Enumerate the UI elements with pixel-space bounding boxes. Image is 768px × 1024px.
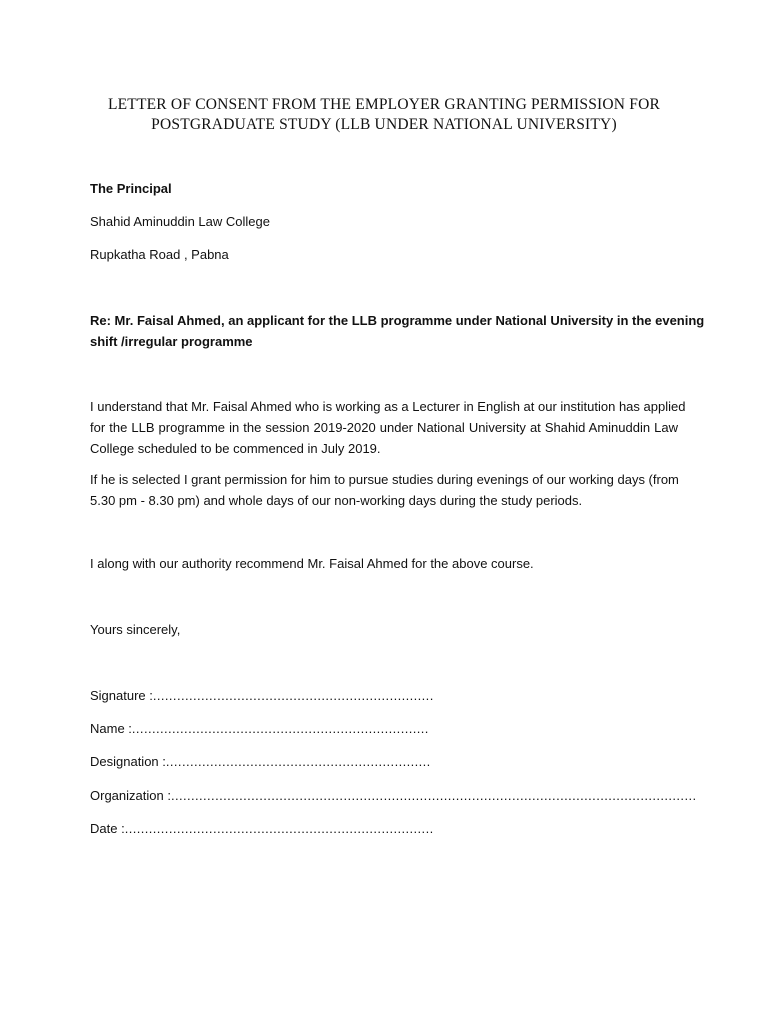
date-label: Date : <box>90 821 125 836</box>
date-blank: ............................................................................. <box>124 821 434 836</box>
paragraph-1-line-3: College scheduled to be commenced in July 2019. <box>90 441 381 456</box>
subject-line <box>90 310 705 352</box>
organization-label: Organization : <box>90 788 171 803</box>
recipient-title: The Principal <box>90 181 172 196</box>
subject-line-1: Re: Mr. Faisal Ahmed, an applicant for the LLB programme under National University in the evening <box>90 313 705 328</box>
recipient-address: Rupkatha Road , Pabna <box>90 247 229 262</box>
paragraph-2-line-2: 5.30 pm - 8.30 pm) and whole days of our non-working days during the study periods. <box>90 493 583 508</box>
recipient-institution: Shahid Aminuddin Law College <box>90 214 270 229</box>
date-field <box>90 818 434 839</box>
closing-salutation: Yours sincerely, <box>90 622 181 637</box>
name-blank: .......................................................................... <box>131 721 429 736</box>
paragraph-1-line-2: for the LLB programme in the session 2019-2020 under National University at Shahid Aminuddin Law <box>90 420 678 435</box>
letter-title <box>60 95 708 135</box>
paragraph-2-line-1: If he is selected I grant permission for him to pursue studies during evenings of our working days (from <box>90 472 679 487</box>
paragraph-1-line-1: I understand that Mr. Faisal Ahmed who is working as a Lecturer in English at our institution has applied <box>90 399 686 414</box>
body-paragraph-3: I along with our authority recommend Mr. Faisal Ahmed for the above course. <box>90 556 534 571</box>
body-paragraph-1 <box>90 396 686 459</box>
signature-blank: ...................................................................... <box>152 688 434 703</box>
designation-label: Designation : <box>90 754 166 769</box>
signature-label: Signature : <box>90 688 153 703</box>
body-paragraph-2 <box>90 469 678 511</box>
designation-field <box>90 751 431 772</box>
subject-line-2: shift /irregular programme <box>90 334 253 349</box>
designation-blank: .................................................................. <box>165 754 431 769</box>
organization-blank: ................................................................................................................................... <box>170 788 697 803</box>
title-line-1: LETTER OF CONSENT FROM THE EMPLOYER GRANTING PERMISSION FOR <box>107 96 661 113</box>
name-field <box>90 718 429 739</box>
name-label: Name : <box>90 721 132 736</box>
signature-field <box>90 685 434 706</box>
title-line-2: POSTGRADUATE STUDY (LLB UNDER NATIONAL UNIVERSITY) <box>151 116 617 133</box>
organization-field <box>90 785 697 806</box>
